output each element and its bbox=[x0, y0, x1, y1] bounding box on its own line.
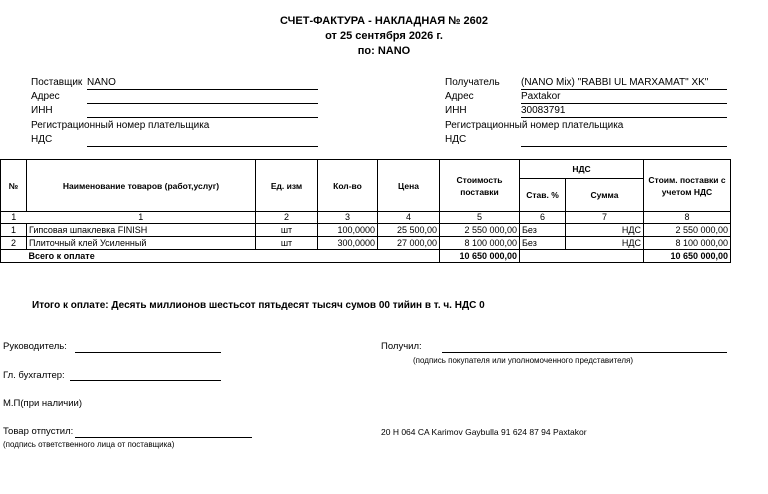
buyer-label: Получатель bbox=[445, 77, 500, 88]
document-contract: по: NANO bbox=[357, 45, 411, 57]
released-signature-line bbox=[75, 437, 252, 438]
column-number: 1 bbox=[27, 212, 256, 224]
driver-info: 20 H 064 CA Karimov Gaybulla 91 624 87 94 Paxtakor bbox=[381, 427, 587, 437]
buyer-name-line bbox=[521, 89, 727, 90]
header-cost: Стоимость поставки bbox=[440, 160, 520, 212]
row-cost: 8 100 000,00 bbox=[440, 237, 520, 250]
column-number: 2 bbox=[256, 212, 318, 224]
supplier-nds-label: НДС bbox=[31, 134, 53, 145]
header-price: Цена bbox=[378, 160, 440, 212]
document-title: СЧЕТ-ФАКТУРА - НАКЛАДНАЯ № 2602 bbox=[280, 15, 488, 27]
row-vat-sum: НДС bbox=[566, 224, 644, 237]
stamp-label: М.П(при наличии) bbox=[3, 398, 83, 409]
row-vat-sum: НДС bbox=[566, 237, 644, 250]
total-vat-empty bbox=[520, 250, 644, 263]
buyer-address-label: Адрес bbox=[445, 91, 474, 102]
document-date: от 25 сентября 2026 г. bbox=[325, 30, 443, 42]
table-row bbox=[1, 224, 731, 237]
supplier-address-line bbox=[87, 103, 318, 104]
header-total: Стоим. поставки с учетом НДС bbox=[644, 160, 731, 212]
supplier-name-line bbox=[87, 89, 318, 90]
released-note: (подпись ответственного лица от поставщика) bbox=[3, 440, 175, 449]
header-qty: Кол-во bbox=[318, 160, 378, 212]
buyer-name: (NANO Mix) "RABBI UL MARXAMAT" XK" bbox=[521, 77, 709, 88]
buyer-nds-line bbox=[521, 146, 727, 147]
header-vat-sum: Сумма bbox=[566, 179, 644, 212]
column-number: 3 bbox=[318, 212, 378, 224]
received-label: Получил: bbox=[381, 341, 422, 352]
row-vat-rate: Без bbox=[520, 224, 566, 237]
total-row bbox=[1, 250, 731, 263]
row-total: 2 550 000,00 bbox=[644, 224, 731, 237]
row-qty: 300,0000 bbox=[318, 237, 378, 250]
row-name: Плиточный клей Усиленный bbox=[27, 237, 256, 250]
row-price: 27 000,00 bbox=[378, 237, 440, 250]
total-sum: 10 650 000,00 bbox=[644, 250, 731, 263]
row-unit: шт bbox=[256, 237, 318, 250]
received-note: (подпись покупателя или уполномоченного представителя) bbox=[413, 356, 634, 365]
buyer-inn-line bbox=[521, 117, 727, 118]
received-signature-line bbox=[442, 352, 727, 353]
released-label: Товар отпустил: bbox=[3, 426, 74, 437]
row-unit: шт bbox=[256, 224, 318, 237]
buyer-inn-label: ИНН bbox=[445, 105, 467, 116]
header-vat-rate: Став. % bbox=[520, 179, 566, 212]
total-label: Всего к оплате bbox=[27, 250, 440, 263]
row-price: 25 500,00 bbox=[378, 224, 440, 237]
row-name: Гипсовая шпаклевка FINISH bbox=[27, 224, 256, 237]
supplier-nds-line bbox=[87, 146, 318, 147]
total-cost: 10 650 000,00 bbox=[440, 250, 520, 263]
header-name: Наименование товаров (работ,услуг) bbox=[27, 160, 256, 212]
buyer-inn: 30083791 bbox=[521, 105, 566, 116]
row-total: 8 100 000,00 bbox=[644, 237, 731, 250]
column-number: 8 bbox=[644, 212, 731, 224]
accountant-signature-line bbox=[70, 380, 221, 381]
column-number: 5 bbox=[440, 212, 520, 224]
supplier-name: NANO bbox=[87, 77, 116, 88]
director-label: Руководитель: bbox=[3, 341, 67, 352]
column-number-row bbox=[1, 212, 731, 224]
row-num: 1 bbox=[1, 224, 27, 237]
column-number: 4 bbox=[378, 212, 440, 224]
total-row-spacer bbox=[1, 250, 27, 263]
accountant-label: Гл. бухгалтер: bbox=[3, 370, 65, 381]
director-signature-line bbox=[75, 352, 221, 353]
row-num: 2 bbox=[1, 237, 27, 250]
supplier-label: Поставщик bbox=[31, 77, 83, 88]
supplier-reg-label: Регистрационный номер плательщика bbox=[31, 120, 210, 131]
column-number: 6 bbox=[520, 212, 566, 224]
column-number: 7 bbox=[566, 212, 644, 224]
row-qty: 100,0000 bbox=[318, 224, 378, 237]
invoice-table bbox=[0, 159, 731, 263]
header-vat: НДС bbox=[520, 160, 644, 179]
row-vat-rate: Без bbox=[520, 237, 566, 250]
supplier-inn-label: ИНН bbox=[31, 105, 53, 116]
buyer-nds-label: НДС bbox=[445, 134, 467, 145]
table-row bbox=[1, 237, 731, 250]
buyer-address: Paxtakor bbox=[521, 91, 561, 102]
supplier-inn-line bbox=[87, 117, 318, 118]
header-num: № bbox=[1, 160, 27, 212]
buyer-reg-label: Регистрационный номер плательщика bbox=[445, 120, 624, 131]
column-number: 1 bbox=[1, 212, 27, 224]
amount-in-words: Итого к оплате: Десять миллионов шестьсот пятьдесят тысяч сумов 00 тийин в т. ч. НДС 0 bbox=[32, 300, 485, 311]
header-unit: Ед. изм bbox=[256, 160, 318, 212]
supplier-address-label: Адрес bbox=[31, 91, 60, 102]
row-cost: 2 550 000,00 bbox=[440, 224, 520, 237]
buyer-address-line bbox=[521, 103, 727, 104]
